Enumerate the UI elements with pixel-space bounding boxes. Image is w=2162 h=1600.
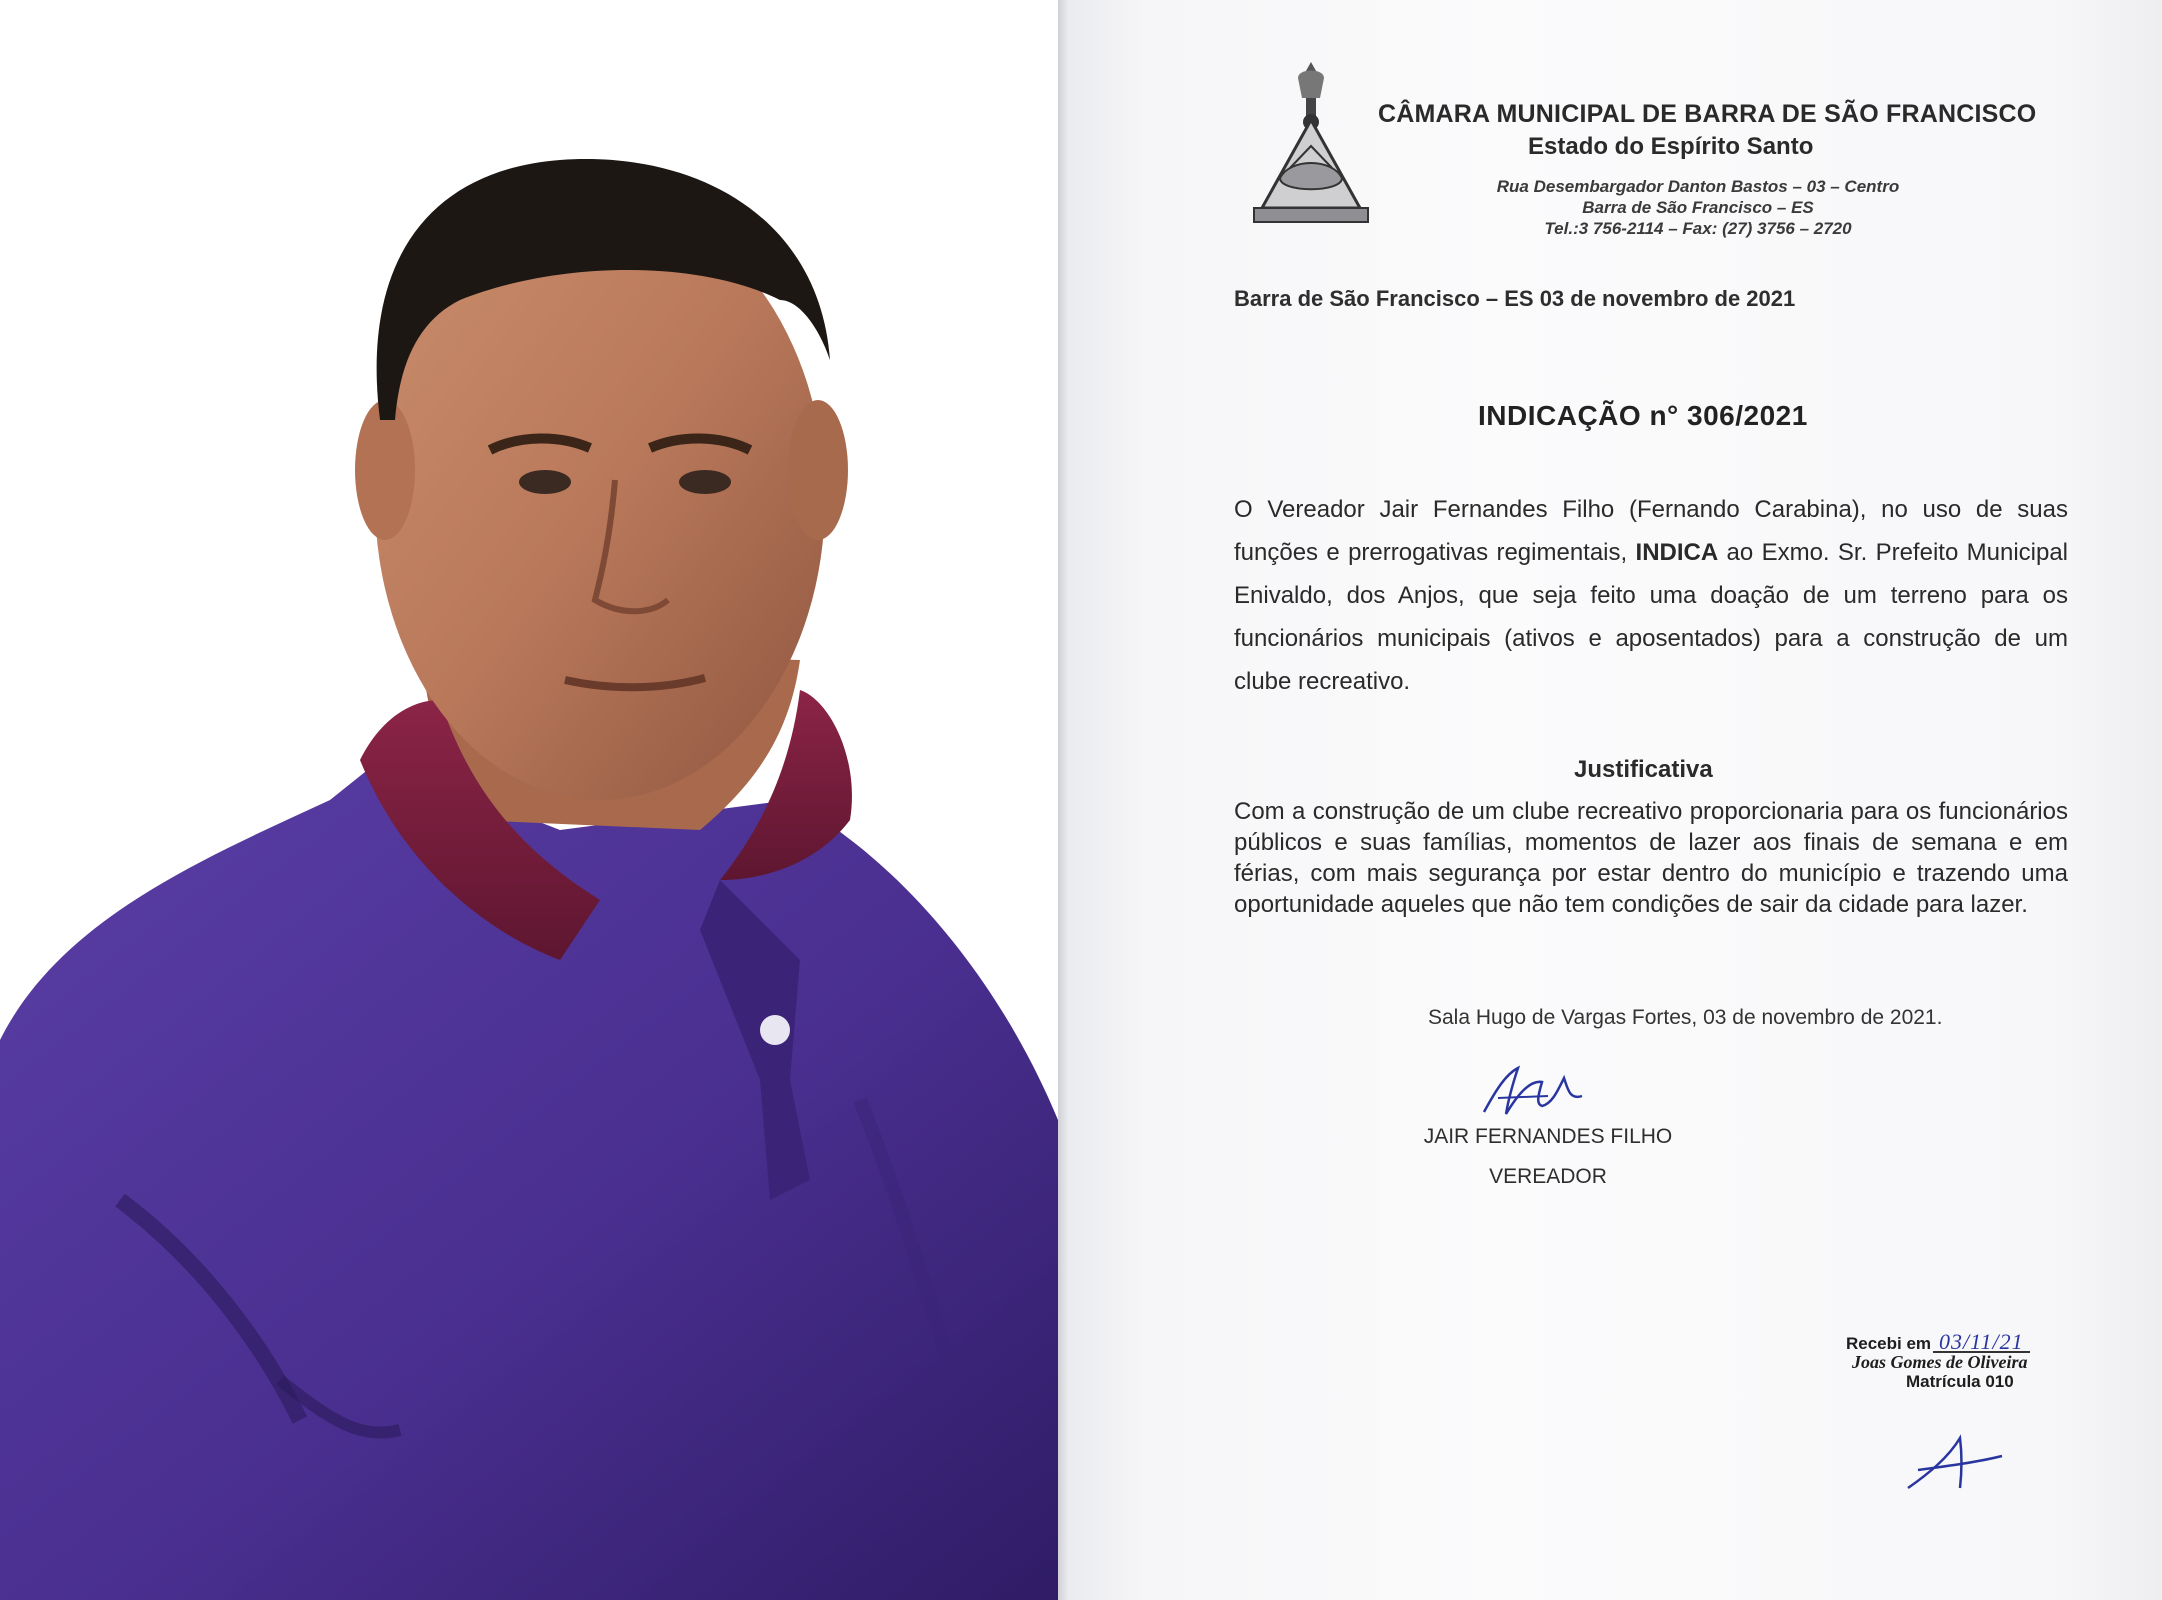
indication-document [1058,0,2162,1600]
councilman-photo [0,0,1058,1600]
body-part-1: O Vereador Jair Fernandes Filho (Fernando Carabina), no uso de suas funções e prerrogativas regimentais, [1234,496,2068,566]
received-by-name: Joas Gomes de Oliveira [1852,1352,2028,1372]
councilman-signature-icon [1478,1060,1588,1122]
letterhead-address [1448,176,1948,239]
shirt-button-icon [760,1015,790,1045]
received-stamp [1846,1329,2086,1391]
received-label: Recebi em [1846,1334,1932,1353]
received-row [1846,1329,2086,1354]
indication-body [1234,488,2068,703]
closing-place-date: Sala Hugo de Vargas Fortes, 03 de novembro de 2021. [1428,1006,1943,1029]
received-registration: Matrícula 010 [1906,1372,2014,1391]
address-line-1: Rua Desembargador Danton Bastos – 03 – Centro [1496,177,1900,196]
portrait-illustration [0,0,1058,1600]
document-title: INDICAÇÃO n° 306/2021 [1478,400,1808,431]
letterhead-org: CÂMARA MUNICIPAL DE BARRA DE SÃO FRANCISCO [1378,100,2037,128]
signer-role: VEREADOR [1489,1165,1607,1188]
paper-edge-shadow [1058,0,1068,1600]
justification-text: Com a construção de um clube recreativo proporcionaria para os funcionários públicos e suas famílias, momentos de lazer aos finais de semana e em férias, com mais segurança por estar dentro do município e trazendo uma oportunidade aqueles que não tem condições de sair da cidade para lazer. [1234,798,2068,918]
address-line-2: Barra de São Francisco – ES [1582,198,1814,217]
address-line-3: Tel.:3 756-2114 – Fax: (27) 3756 – 2720 [1544,219,1852,238]
signer-name: JAIR FERNANDES FILHO [1423,1125,1673,1148]
clerk-signature-icon [1898,1418,2008,1498]
municipal-coat-of-arms-icon [1250,58,1372,226]
justification-heading: Justificativa [1574,756,1713,783]
body-part-2: ao Exmo. Sr. Prefeito Municipal Enivaldo, dos Anjos, que seja feito uma doação de um terreno para os funcionários municipais (ativos e aposentados) para a construção de um clube recreativo. [1234,539,2069,695]
place-date: Barra de São Francisco – ES 03 de novembro de 2021 [1234,286,1796,311]
body-indica: INDICA [1635,539,1719,566]
letterhead-state: Estado do Espírito Santo [1528,133,1814,160]
received-date: 03/11/21 [1933,1332,2030,1353]
